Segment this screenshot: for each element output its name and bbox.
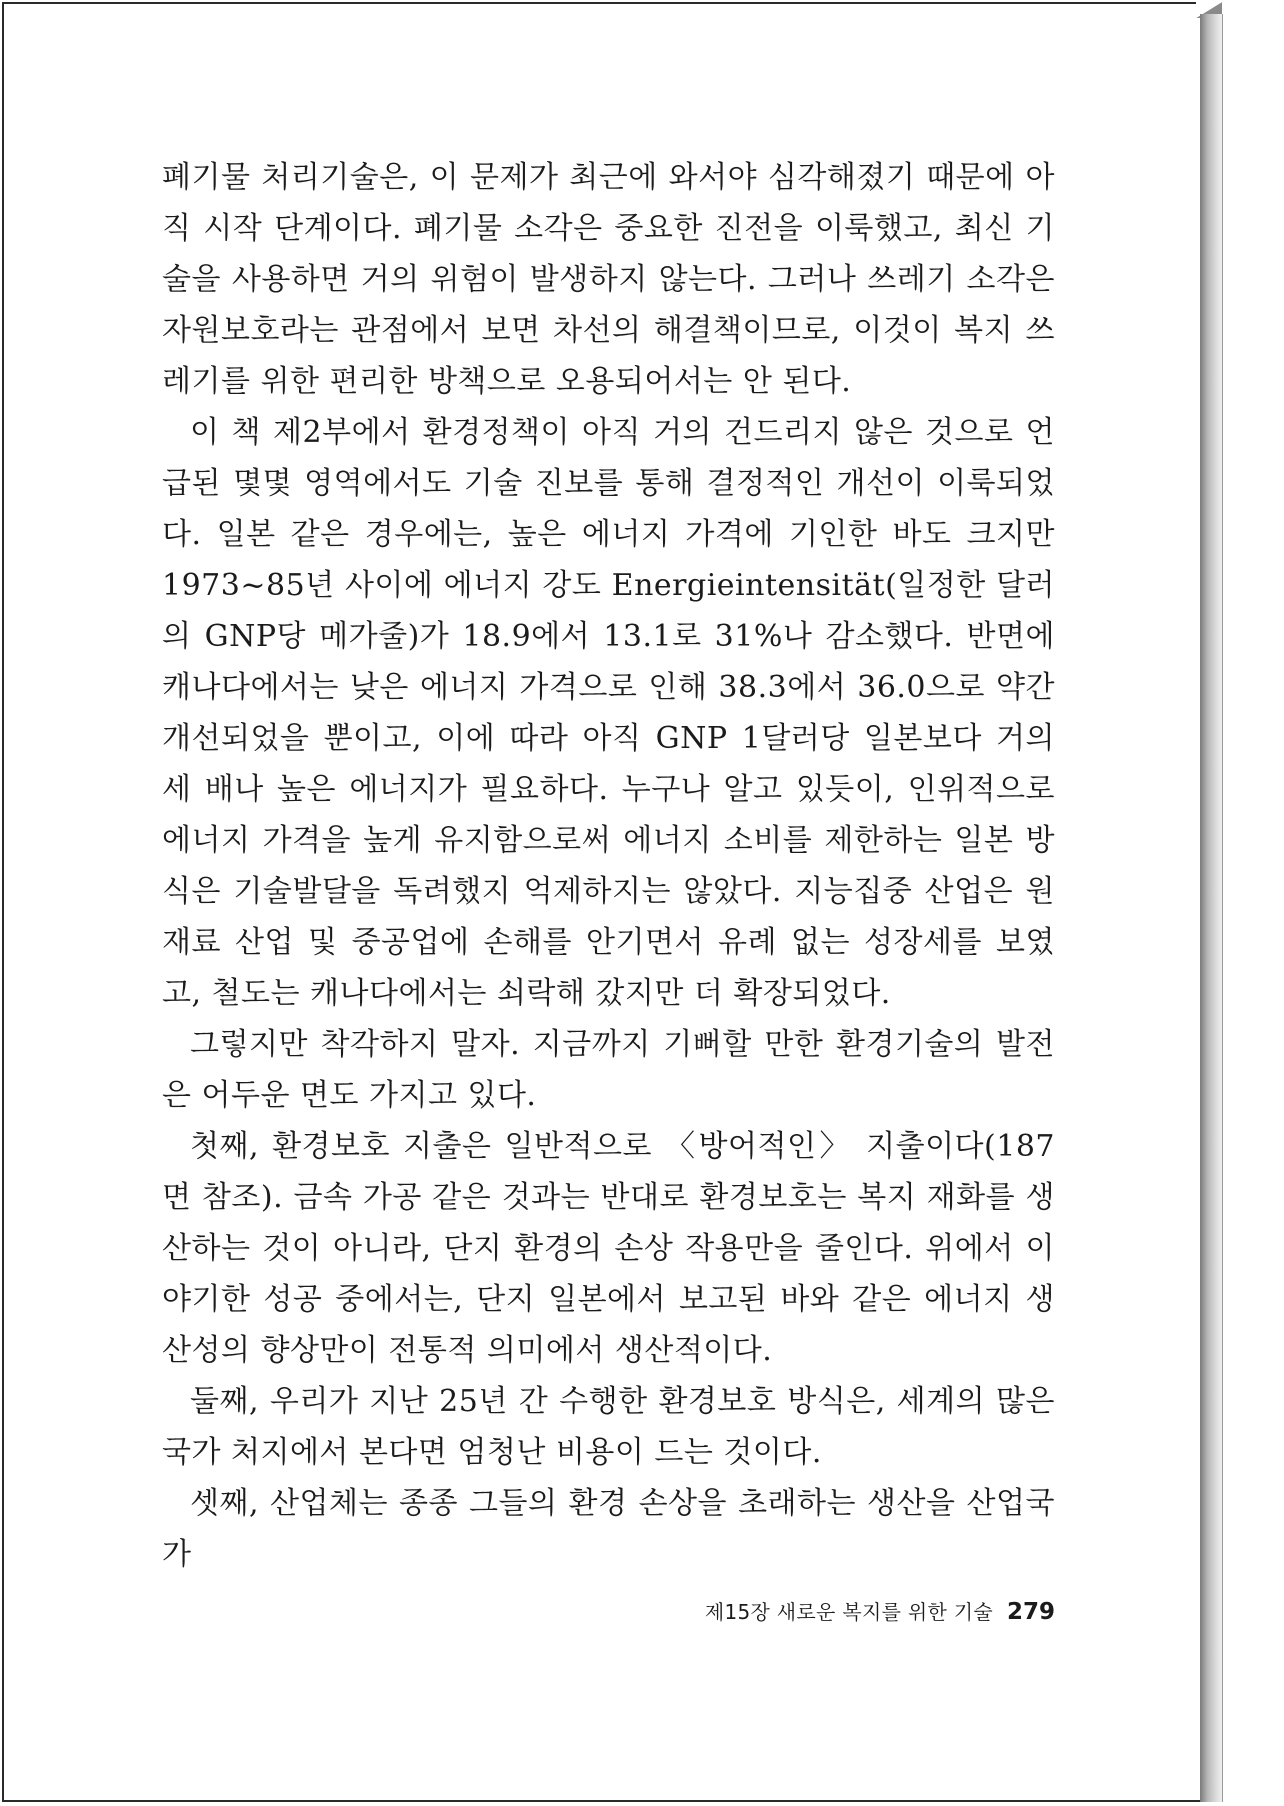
page-edge-shadow [1200,14,1223,1802]
paragraph-3: 그렇지만 착각하지 말자. 지금까지 기뻐할 만한 환경기술의 발전은 어두운 면도 가지고 있다. [162,1027,1055,1113]
book-page [2,2,1202,1802]
paragraph-6: 셋째, 산업체는 종종 그들의 환경 손상을 초래하는 생산을 산업국가 [162,1486,1055,1572]
paragraph-2: 이 책 제2부에서 환경정책이 아직 거의 건드리지 않은 것으로 언급된 몇몇 영역에서도 기술 진보를 통해 결정적인 개선이 이룩되었다. 일본 같은 경우에는, 높은 에너지 가격에 기인한 바도 크지만 1973~85년 사이에 에너지 강도 Energieintensität(일정한 달러의 GNP당 메가줄)가 18.9에서 13.1로 31%나 감소했다. 반면에 캐나다에서는 낮은 에너지 가격으로 인해 38.3에서 36.0으로 약간 개선되었을 뿐이고, 이에 따라 아직 GNP 1달러당 일본보다 거의 세 배나 높은 에너지가 필요하다. 누구나 알고 있듯이, 인위적으로 에너지 가격을 높게 유지함으로써 에너지 소비를 제한하는 일본 방식은 기술발달을 독려했지 억제하지는 않았다. 지능집중 산업은 원재료 산업 및 중공업에 손해를 안기면서 유례 없는 성장세를 보였고, 철도는 캐나다에서는 쇠락해 갔지만 더 확장되었다. [162,415,1055,1011]
paragraph-5: 둘째, 우리가 지난 25년 간 수행한 환경보호 방식은, 세계의 많은 국가 처지에서 본다면 엄청난 비용이 드는 것이다. [162,1384,1055,1470]
page-footer [654,1596,1055,1625]
paragraph-4: 첫째, 환경보호 지출은 일반적으로 〈방어적인〉 지출이다(187면 참조). 금속 가공 같은 것과는 반대로 환경보호는 복지 재화를 생산하는 것이 아니라, 단지 환경의 손상 작용만을 줄인다. 위에서 이야기한 성공 중에서는, 단지 일본에서 보고된 바와 같은 에너지 생산성의 향상만이 전통적 의미에서 생산적이다. [162,1129,1055,1368]
running-title: 제15장 새로운 복지를 위한 기술 [704,1600,993,1624]
paragraph-1: 폐기물 처리기술은, 이 문제가 최근에 와서야 심각해졌기 때문에 아직 시작 단계이다. 폐기물 소각은 중요한 진전을 이룩했고, 최신 기술을 사용하면 거의 위험이 발생하지 않는다. 그러나 쓰레기 소각은 자원보호라는 관점에서 보면 차선의 해결책이므로, 이것이 복지 쓰레기를 위한 편리한 방책으로 오용되어서는 안 된다. [162,160,1055,399]
page-body-text [162,152,1055,1580]
page-number: 279 [1006,1599,1055,1625]
